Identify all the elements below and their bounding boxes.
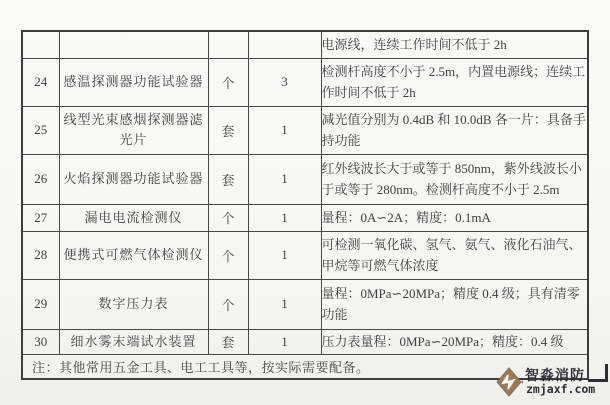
quantity-cell: 1 — [248, 154, 321, 204]
spec-cell: 电源线，连续工作时间不低于 2h — [321, 31, 588, 58]
unit-cell — [208, 31, 248, 58]
watermark-logo — [492, 363, 608, 403]
quantity-cell: 1 — [248, 106, 321, 154]
item-name-cell: 便携式可燃气体检测仪 — [59, 231, 208, 279]
item-name-cell: 感温探测器功能试验器 — [59, 58, 208, 106]
spec-cell: 检测杆高度不小于 2.5m，内置电源线；连续工作时间不低于 2h — [321, 58, 588, 106]
table-row — [22, 231, 588, 279]
table-row — [22, 106, 588, 154]
item-name-cell: 数字压力表 — [59, 279, 208, 329]
table-row — [22, 279, 588, 329]
item-name-cell: 线型光束感烟探测器滤光片 — [59, 106, 208, 154]
row-number-cell — [22, 31, 59, 58]
row-number-cell: 25 — [22, 106, 59, 154]
quantity-cell: 1 — [248, 329, 321, 354]
row-number-cell: 28 — [22, 231, 59, 279]
table-row-continuation — [22, 31, 588, 58]
table-row — [22, 154, 588, 204]
spec-cell: 压力表量程：0MPa∽20MPa；精度：0.4 级 — [321, 329, 588, 354]
quantity-cell — [248, 31, 321, 58]
spec-cell: 量程：0MPa∽20MPa；精度 0.4 级；具有清零功能 — [321, 279, 588, 329]
unit-cell: 个 — [208, 204, 248, 231]
footnote-text: 注：其他常用五金工具、电工工具等，按实际需要配备。 — [22, 354, 588, 379]
item-name-cell: 火焰探测器功能试验器 — [59, 154, 208, 204]
table-row — [22, 329, 588, 354]
spec-cell: 量程：0A∽2A；精度：0.1mA — [321, 204, 588, 231]
brand-name: 智淼消防 — [525, 367, 585, 383]
brand-domain: zmjaxf.com — [526, 382, 596, 396]
unit-cell: 个 — [208, 58, 248, 106]
unit-cell: 个 — [208, 231, 248, 279]
quantity-cell: 1 — [248, 204, 321, 231]
unit-cell: 套 — [208, 329, 248, 354]
item-name-cell: 漏电电流检测仪 — [59, 204, 208, 231]
unit-cell: 套 — [208, 106, 248, 154]
item-name-cell — [59, 31, 208, 58]
spec-cell: 减光值分别为 0.4dB 和 10.0dB 各一片：具备手持功能 — [321, 106, 588, 154]
row-number-cell: 29 — [22, 279, 59, 329]
table-row — [22, 204, 588, 231]
spec-cell: 可检测一氧化碳、氢气、氨气、液化石油气、甲烷等可燃气体浓度 — [321, 231, 588, 279]
row-number-cell: 26 — [22, 154, 59, 204]
table-row — [22, 58, 588, 106]
unit-cell: 个 — [208, 279, 248, 329]
quantity-cell: 3 — [248, 58, 321, 106]
spec-cell: 红外线波长大于或等于 850nm，紫外线波长小于或等于 280nm。检测杆高度不小于 2.5m — [321, 154, 588, 204]
diamond-lightning-icon — [496, 366, 523, 403]
equipment-table — [21, 30, 589, 380]
quantity-cell: 1 — [248, 231, 321, 279]
item-name-cell: 细水雾末端试水装置 — [59, 329, 208, 354]
unit-cell: 套 — [208, 154, 248, 204]
row-number-cell: 27 — [22, 204, 59, 231]
row-number-cell: 24 — [22, 58, 59, 106]
quantity-cell: 1 — [248, 279, 321, 329]
row-number-cell: 30 — [22, 329, 59, 354]
corner-bracket-decoration — [588, 364, 608, 382]
